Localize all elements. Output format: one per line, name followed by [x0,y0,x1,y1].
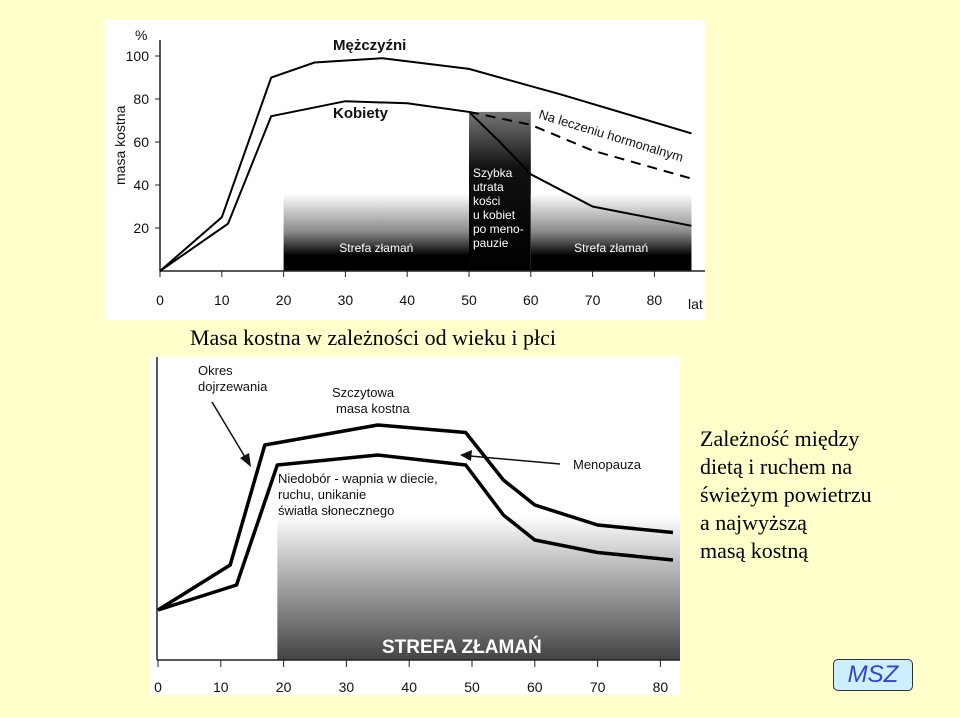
x-tick-label: 20 [275,679,292,695]
x-tick-label: 50 [461,292,477,308]
fracture-zone [284,194,469,271]
x-tick-label: 60 [523,292,539,308]
zone-label: utrata [473,180,504,194]
y-tick-label: 100 [125,48,149,64]
x-unit-label: lat [688,296,703,312]
x-tick-label: 70 [584,292,601,308]
arrow-head-icon [460,450,472,461]
y-tick-label: 60 [133,134,149,150]
x-tick-label: 60 [527,679,543,695]
annotation-puberty: Okres dojrzewania [198,363,268,394]
series-label-men: Mężczyźni [333,37,407,54]
x-tick-label: 0 [154,679,162,695]
x-tick-label: 40 [401,679,417,695]
zone-label: Szybka [473,166,513,180]
zone-label: pauzie [473,236,509,250]
x-tick-label: 10 [214,292,230,308]
x-tick-label: 30 [338,679,355,695]
side-note-line: Zależność między [700,426,860,451]
zone-label: u kobiet [473,208,516,222]
annotation-deficit: Niedobór - wapnia w diecie, ruchu, unikanie światła słonecznego [278,471,438,518]
side-note-line: dietą i ruchem na [700,454,853,479]
x-tick-label: 10 [213,679,229,695]
fracture-zone [531,194,692,271]
puberty-arrow [212,402,248,462]
x-tick-label: 30 [337,292,354,308]
x-tick-label: 80 [652,679,669,695]
y-axis-label: masa kostna [112,105,128,185]
zone-label: Strefa złamań [574,241,649,255]
arrow-head-icon [240,453,251,467]
zone-label: kości [473,194,501,208]
annotation-peak: Szczytowa masa kostna [332,385,410,416]
y-tick-label: 40 [133,177,149,193]
series-label-hormonal: Na leczeniu hormonalnym [537,106,686,165]
zone-label: STREFA ZŁAMAŃ [382,637,542,658]
slide-caption: Masa kostna w zależności od wieku i płci [190,325,556,350]
side-note-line: a najwyższą [700,510,807,535]
bone-mass-lifestyle-chart [150,357,680,695]
x-tick-label: 0 [156,292,164,308]
y-unit-label: % [135,27,148,43]
y-tick-label: 80 [133,91,149,107]
x-tick-label: 50 [464,679,480,695]
x-tick-label: 40 [399,292,415,308]
msz-badge: MSZ [833,659,913,691]
zone-label: po meno- [473,222,524,236]
annotation-menopause: Menopauza [573,457,641,472]
x-tick-label: 70 [589,679,606,695]
menopause-arrow [470,456,560,464]
y-tick-label: 20 [133,220,149,236]
side-note-line: świeżym powietrzu [700,482,872,507]
side-note [700,425,872,565]
x-tick-label: 80 [646,292,663,308]
zone-label: Strefa złamań [339,241,414,255]
side-note-line: masą kostną [700,538,809,563]
bone-mass-by-sex-chart [105,20,705,320]
x-tick-label: 20 [275,292,292,308]
series-label-women: Kobiety [333,105,389,122]
